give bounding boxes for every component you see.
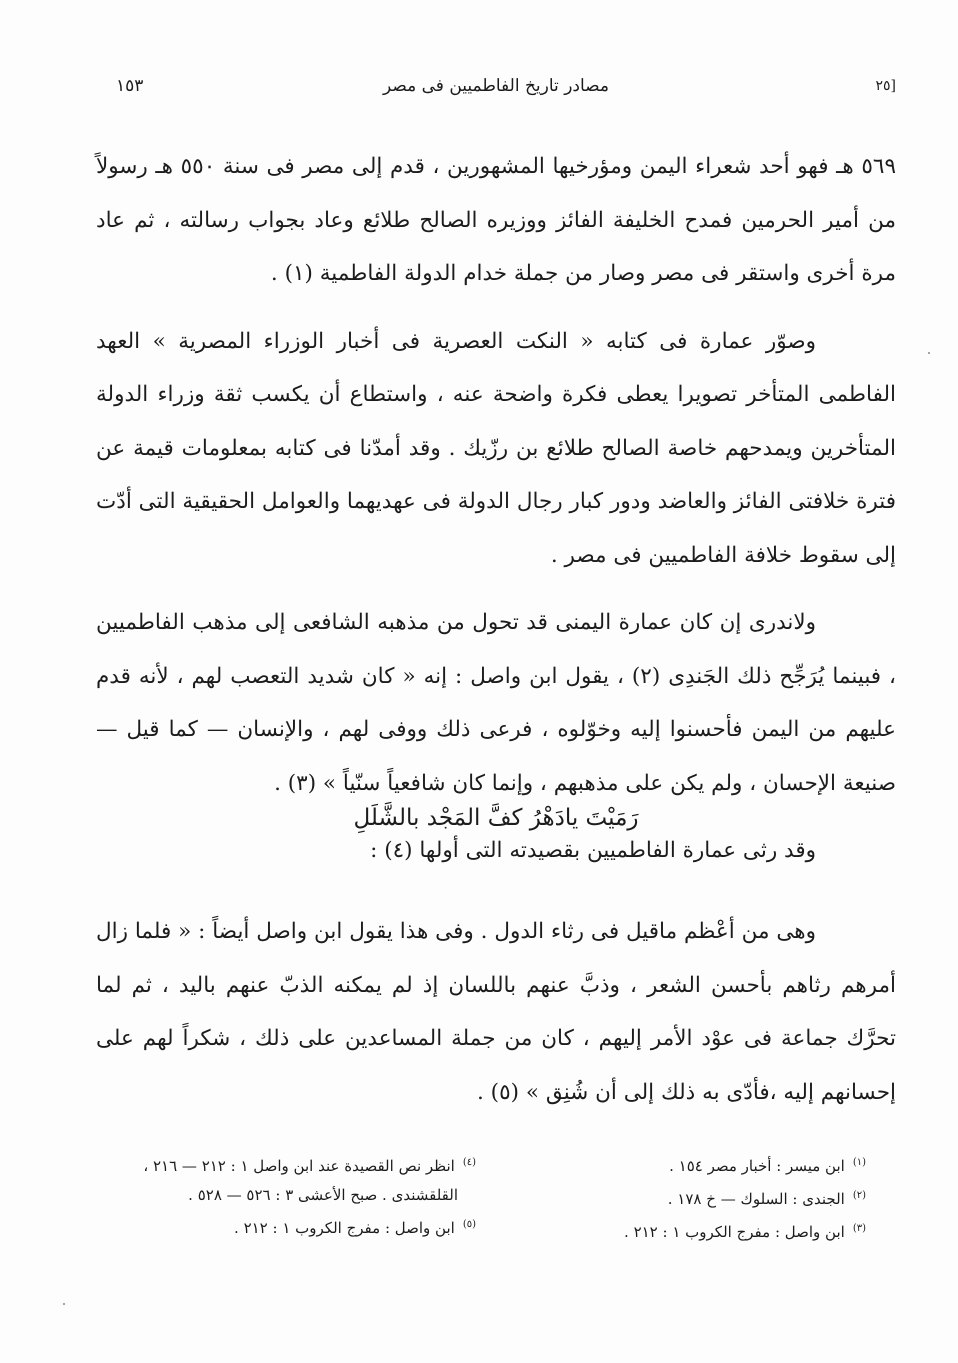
page-number: ١٥٣ [116, 76, 144, 96]
footnote [486, 1181, 866, 1214]
footnote [96, 1210, 476, 1243]
page-header [96, 76, 896, 106]
footnote-text: ابن واصل : مفرج الكروب ١ : ٢١٢ . [234, 1219, 455, 1237]
footnote-text: ابن ميسر : أخبار مصر ١٥٤ . [669, 1157, 845, 1175]
footnote-text: ابن واصل : مفرج الكروب ١ : ٢١٢ . [624, 1223, 845, 1241]
footnote-text: الجندى : السلوك — خ ١٧٨ . [667, 1190, 845, 1208]
footnote-text: انظر نص القصيدة عند ابن واصل ١ : ٢١٢ — ٢١٦ ، [143, 1157, 455, 1175]
paragraph: وهى من أعْظم ماقيل فى رثاء الدول . وفى هذا يقول ابن واصل أيضاً : « فلما زال أمرهم رثاهم بأحسن الشعر ، وذبَّ عنهم باللسان إذ لم يمكنه الذبّ عنهم باليد ، ثم لما تحرَّك جماعة فى عوْد الأمر إليهم ، كان من جملة المساعدين على ذلك ، شكراً لهم على إحسانهم إليه ،فأدّى به ذلك إلى أن شُنِق » (٥) . [96, 919, 896, 1105]
paragraph: ولاندرى إن كان عمارة اليمنى قد تحول من مذهبه الشافعى إلى مذهب الفاطميين ، فبينما يُرَجِّح ذلك الجَندِى (٢) ، يقول ابن واصل : إنه « كان شديد التعصب لهم ، لأنه قدم عليهم من اليمن فأحسنوا إليه وخوّلوه ، فرعى ذلك ووفى لهم ، والإنسان — كما قيل — صنيعة الإحسان ، ولم يكن على مذهبهم ، وإنما كان شافعياً سنّياً » (٣) . [96, 610, 896, 796]
footnote-mark: (٥) [462, 1219, 476, 1230]
body-text [96, 140, 896, 892]
scan-speck [63, 1303, 65, 1305]
footnote [486, 1148, 866, 1181]
body-text-continued [96, 905, 896, 1119]
poem-verse: رَمَيْتَ يادَهْرُ كفَّ المَجْد بالشَّلَلِ [353, 805, 639, 831]
footnotes-left-column [96, 1148, 476, 1243]
footnote-text: القلقشندى . صبح الأعشى ٣ : ٥٢٦ — ٥٢٨ . [188, 1186, 458, 1204]
running-title: مصادر تاريخ الفاطميين فى مصر [382, 76, 609, 96]
footnote-mark: (٢) [852, 1190, 866, 1201]
signature-mark: [٢٥ [875, 78, 896, 94]
paragraph: وقد رثى عمارة الفاطميين بقصيدته التى أولها (٤) : [370, 838, 816, 863]
footnotes-right-column [486, 1148, 866, 1247]
footnote-mark: (١) [852, 1157, 866, 1168]
footnote [486, 1214, 866, 1247]
footnote-mark: (٣) [852, 1223, 866, 1234]
paragraph: ٥٦٩ هـ فهو أحد شعراء اليمن ومؤرخيها المشهورين ، قدم إلى مصر فى سنة ٥٥٠ هـ رسولاً من أمير الحرمين فمدح الخليفة الفائز ووزيره الصالح طلائع وعاد بجواب رسالته ، ثم عاد مرة أخرى واستقر فى مصر وصار من جملة خدام الدولة الفاطمية (١) . [96, 154, 896, 286]
footnote [96, 1148, 476, 1181]
footnote-continuation [96, 1181, 476, 1210]
footnote-mark: (٤) [462, 1157, 476, 1168]
scan-speck [928, 352, 930, 354]
paragraph: وصوّر عمارة فى كتابه « النكت العصرية فى أخبار الوزراء المصرية » العهد الفاطمى المتأخر تصويرا يعطى فكرة واضحة عنه ، واستطاع أن يكسب ثقة وزراء الدولة المتأخرين ويمدحهم خاصة الصالح طلائع بن رزّيك . وقد أمدّنا فى كتابه بمعلومات قيمة عن فترة خلافتى الفائز والعاضد ودور كبار رجال الدولة فى عهديهما والعوامل الحقيقية التى أدّت إلى سقوط خلافة الفاطميين فى مصر . [96, 328, 896, 568]
